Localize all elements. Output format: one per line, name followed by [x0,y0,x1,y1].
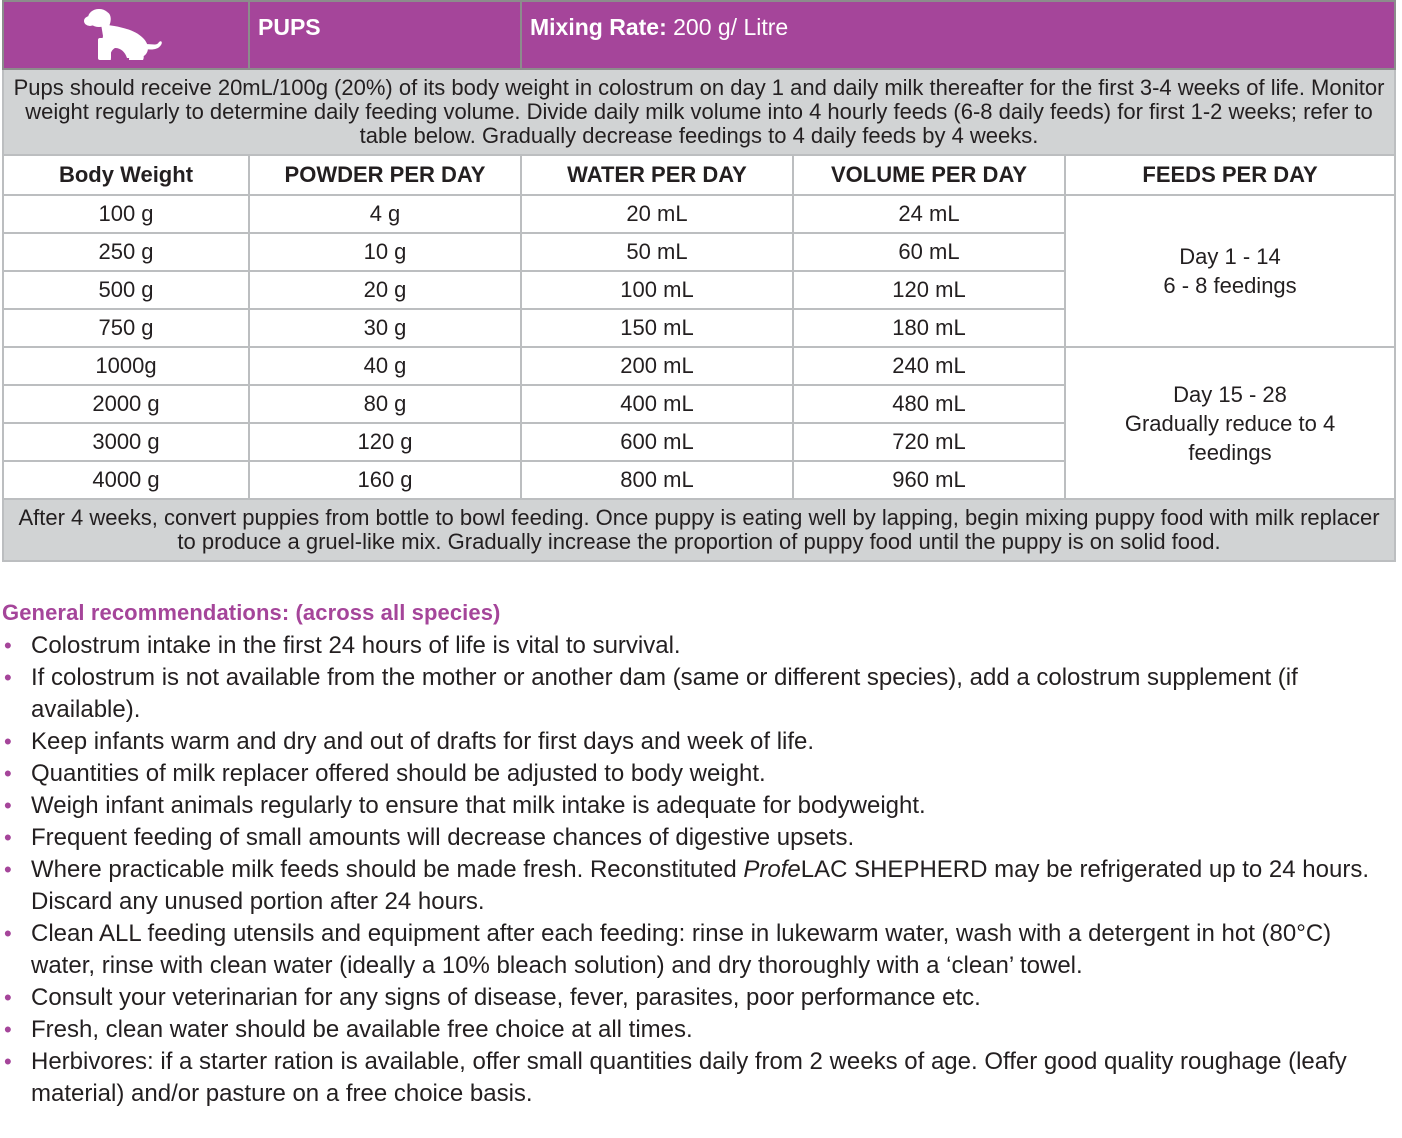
cell-water: 20 mL [521,195,793,233]
brand-name-italic: Profe [743,856,801,883]
cell-powder: 10 g [249,233,521,271]
recommendations-title: General recommendations: (across all species) [2,600,501,625]
cell-body-weight: 1000g [3,347,249,385]
cell-body-weight: 500 g [3,271,249,309]
list-item [2,854,1394,918]
cell-volume: 240 mL [793,347,1065,385]
footer-text: After 4 weeks, convert puppies from bottle to bowl feeding. Once puppy is eating well by lapping, begin mixing puppy food with milk replacer to produce a gruel-like mix. Gradually increase the proportion of puppy food until the puppy is on solid food. [3,499,1395,561]
header-row [3,1,1395,69]
list-item-text: Colostrum intake in the first 24 hours of life is vital to survival. [31,632,681,659]
cell-body-weight: 3000 g [3,423,249,461]
list-item [2,822,1394,854]
cell-volume: 120 mL [793,271,1065,309]
cell-body-weight: 750 g [3,309,249,347]
intro-row [3,69,1395,155]
list-item-text: Quantities of milk replacer offered should be adjusted to body weight. [31,760,766,787]
intro-text: Pups should receive 20mL/100g (20%) of its body weight in colostrum on day 1 and daily milk thereafter for the first 3-4 weeks of life. Monitor weight regularly to determine daily feeding volume. Divide daily milk volume into 4 hourly feeds (6-8 daily feeds) for first 1-2 weeks; refer to table below. Gradually decrease feedings to 4 daily feeds by 4 weeks. [3,69,1395,155]
table-row [3,347,1395,385]
feeds-group-1-count: 6 - 8 feedings [1163,273,1297,298]
bullet-icon: • [4,729,12,754]
cell-volume: 720 mL [793,423,1065,461]
cell-water: 600 mL [521,423,793,461]
col-water-per-day: WATER PER DAY [521,155,793,195]
mixing-rate-value: 200 g/ Litre [666,14,789,40]
list-item-text: Fresh, clean water should be available free choice at all times. [31,1016,693,1043]
cell-body-weight: 100 g [3,195,249,233]
cell-body-weight: 250 g [3,233,249,271]
general-recommendations [2,600,1394,1110]
cell-powder: 160 g [249,461,521,499]
list-item-text: Weigh infant animals regularly to ensure that milk intake is adequate for bodyweight. [31,792,926,819]
list-item-text: Clean ALL feeding utensils and equipment after each feeding: rinse in lukewarm water, wash with a detergent in hot (80°C) water, rinse with clean water (ideally a 10% bleach solution) and dry thoroughly with a ‘clean’ towel. [31,920,1332,979]
list-item-text-part2: LAC SHEPHERD may be refrigerated up to 24 hours. Discard any unused portion after 24 hours. [31,856,1369,915]
table-row [3,195,1395,233]
list-item [2,982,1394,1014]
list-item-text: If colostrum is not available from the mother or another dam (same or different species), add a colostrum supplement (if available). [31,664,1298,723]
cell-volume: 480 mL [793,385,1065,423]
cell-volume: 60 mL [793,233,1065,271]
list-item [2,662,1394,726]
cell-body-weight: 2000 g [3,385,249,423]
col-feeds-per-day: FEEDS PER DAY [1065,155,1395,195]
cell-powder: 120 g [249,423,521,461]
list-item [2,1046,1394,1110]
cell-water: 100 mL [521,271,793,309]
bullet-icon: • [4,633,12,658]
list-item [2,758,1394,790]
bullet-icon: • [4,1049,12,1074]
list-item-text: Keep infants warm and dry and out of drafts for first days and week of life. [31,728,815,755]
col-body-weight: Body Weight [3,155,249,195]
cell-water: 800 mL [521,461,793,499]
cell-volume: 960 mL [793,461,1065,499]
cell-powder: 4 g [249,195,521,233]
bullet-icon: • [4,665,12,690]
cell-water: 150 mL [521,309,793,347]
list-item-text: Herbivores: if a starter ration is available, offer small quantities daily from 2 weeks of age. Offer good quality roughage (leafy material) and/or pasture on a free choice basis. [31,1048,1347,1107]
bullet-icon: • [4,921,12,946]
feeds-group-2-days: Day 15 - 28 [1173,381,1287,407]
list-item-text-part1: Where practicable milk feeds should be made fresh. Reconstituted [31,856,744,883]
cell-powder: 30 g [249,309,521,347]
bullet-icon: • [4,857,12,882]
feeding-table-section [2,0,1394,562]
bullet-icon: • [4,761,12,786]
header-icon-cell [3,1,249,69]
list-item [2,630,1394,662]
cell-water: 50 mL [521,233,793,271]
puppy-icon [81,4,171,62]
col-powder-per-day: POWDER PER DAY [249,155,521,195]
cell-body-weight: 4000 g [3,461,249,499]
list-item [2,726,1394,758]
cell-powder: 20 g [249,271,521,309]
list-item-text: Frequent feeding of small amounts will decrease chances of digestive upsets. [31,824,855,851]
cell-volume: 180 mL [793,309,1065,347]
bullet-icon: • [4,825,12,850]
cell-powder: 80 g [249,385,521,423]
species-label: PUPS [258,14,321,40]
cell-powder: 40 g [249,347,521,385]
footer-row [3,499,1395,561]
feeds-group-2-count: Gradually reduce to 4 feedings [1124,410,1336,465]
feeds-group-2 [1065,347,1395,499]
bullet-icon: • [4,1017,12,1042]
species-cell [249,1,521,69]
mixing-rate-label: Mixing Rate: [530,14,667,40]
feeds-group-1-days: Day 1 - 14 [1179,244,1281,269]
feeds-group-1 [1065,195,1395,347]
cell-volume: 24 mL [793,195,1065,233]
feeding-table [2,0,1396,562]
list-item [2,1014,1394,1046]
list-item-text: Consult your veterinarian for any signs of disease, fever, parasites, poor performance etc. [31,984,981,1011]
recommendations-list [2,630,1394,1110]
cell-water: 400 mL [521,385,793,423]
bullet-icon: • [4,985,12,1010]
col-volume-per-day: VOLUME PER DAY [793,155,1065,195]
column-header-row [3,155,1395,195]
mixing-rate-cell [521,1,1395,69]
cell-water: 200 mL [521,347,793,385]
list-item [2,790,1394,822]
bullet-icon: • [4,793,12,818]
list-item [2,918,1394,982]
